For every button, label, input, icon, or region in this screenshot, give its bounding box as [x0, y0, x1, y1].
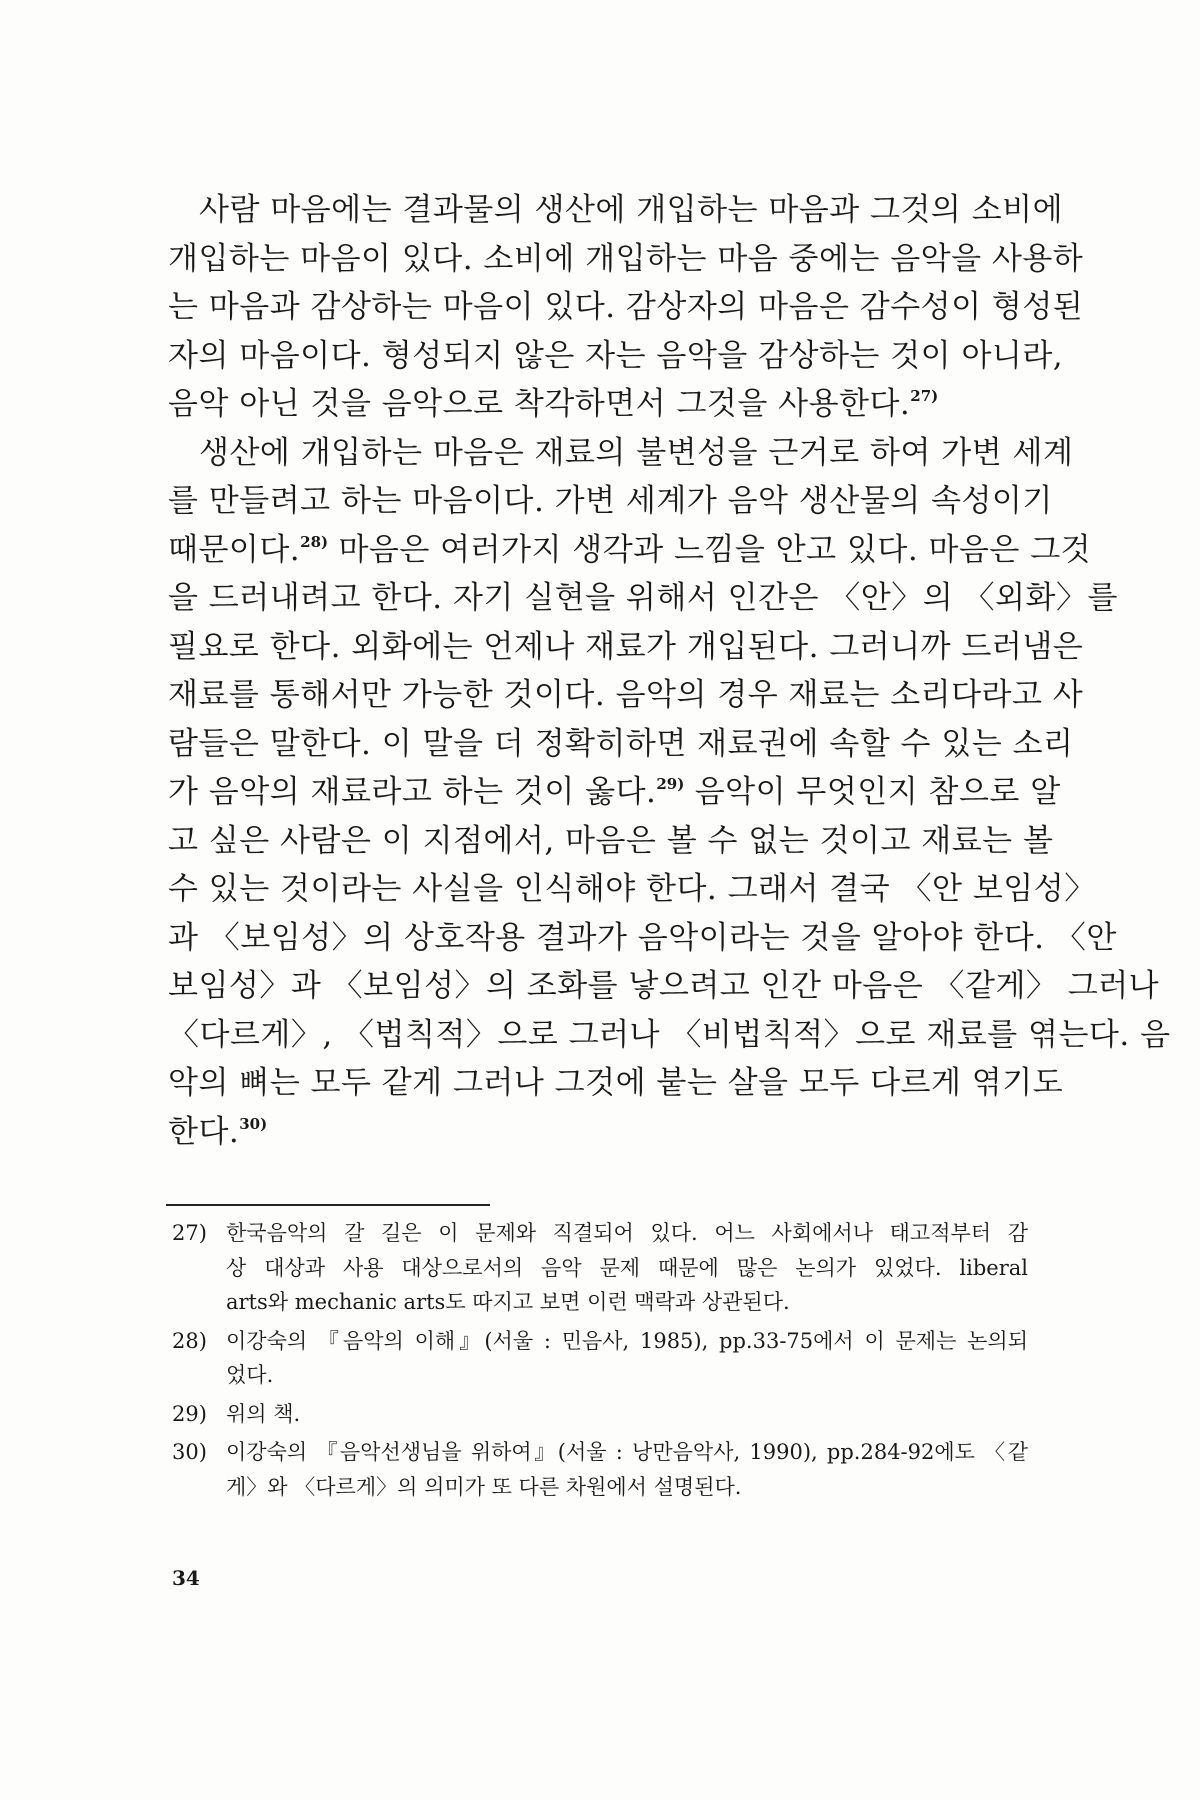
text-line: 〈다르게〉, 〈법칙적〉으로 그러나 〈비법칙적〉으로 재료를 엮는다. 음 [168, 1016, 1171, 1053]
text-line-content: 가 음악의 재료라고 하는 것이 옳다. [168, 774, 657, 810]
footnote-number: 30) [172, 1440, 207, 1464]
text-line: 개입하는 마음이 있다. 소비에 개입하는 마음 중에는 음악을 사용하 [168, 240, 1084, 277]
footnote-ref-30: 30) [239, 1114, 268, 1133]
footnote-line: 게〉와 〈다르게〉의 의미가 또 다른 차원에서 설명된다. [226, 1474, 742, 1499]
footnote-28 [172, 1324, 1028, 1393]
text-line [168, 526, 1092, 575]
text-line: 고 싶은 사람은 이 지점에서, 마음은 볼 수 없는 것이고 재료는 볼 [168, 822, 1054, 859]
footnote-line: 이강숙의 『음악선생님을 위하여』(서울 : 낭만음악사, 1990), pp.284-92에도 〈같 [226, 1440, 1028, 1464]
footnote-ref-29: 29) [656, 775, 685, 793]
text-line: 사람 마음에는 결과물의 생산에 개입하는 마음과 그것의 소비에 [199, 192, 1064, 228]
text-line: 재료를 통해서만 가능한 것이다. 음악의 경우 재료는 소리다라고 사 [168, 677, 1084, 713]
footnote-number: 27) [172, 1221, 207, 1245]
footnote-line: 위의 책. [226, 1401, 301, 1426]
text-line: 람들은 말한다. 이 말을 더 정확히하면 재료권에 속할 수 있는 소리 [168, 725, 1074, 762]
text-line-content: 마음은 여러가지 생각과 느낌을 안고 있다. 마음은 그것 [328, 531, 1092, 568]
footnote-line: 었다. [226, 1363, 274, 1387]
footnote-29 [172, 1397, 1028, 1432]
text-line: 자의 마음이다. 형성되지 않은 자는 음악을 감상하는 것이 아니라, [168, 337, 1064, 374]
text-line: 는 마음과 감상하는 마음이 있다. 감상자의 마음은 감수성이 형성된 [168, 289, 1084, 325]
text-line [168, 768, 1061, 817]
footnotes [172, 1216, 1028, 1508]
text-line: 필요로 한다. 외화에는 언제나 재료가 개입된다. 그러니까 드러냄은 [168, 628, 1084, 665]
paragraph-1 [168, 186, 1084, 429]
footnote-text [226, 1435, 1028, 1504]
text-line: 수 있는 것이라는 사실을 인식해야 한다. 그래서 결국 〈안 보임성〉 [168, 871, 1096, 907]
footnote-number: 29) [172, 1401, 207, 1426]
text-line [168, 380, 1028, 429]
footnote-ref-27: 27) [910, 387, 939, 405]
text-line [168, 1108, 1028, 1157]
footnote-number: 28) [172, 1328, 207, 1353]
footnote-line: 상 대상과 사용 대상으로서의 음악 문제 때문에 많은 논의가 있었다. liberal [226, 1255, 1028, 1280]
main-text [168, 186, 1171, 1156]
footnote-ref-28: 28) [300, 532, 329, 551]
text-line-content: 한다. [168, 1113, 240, 1150]
footnote-text [226, 1397, 1028, 1432]
text-line: 악의 뼈는 모두 같게 그러나 그것에 붙는 살을 모두 다르게 엮기도 [168, 1065, 1064, 1101]
footnote-line: arts와 mechanic arts도 따지고 보면 이런 맥락과 상관된다. [226, 1290, 790, 1314]
footnote-line: 한국음악의 갈 길은 이 문제와 직결되어 있다. 어느 사회에서나 태고적부터 감 [226, 1221, 1028, 1245]
footnote-text [226, 1324, 1028, 1393]
paragraph-2 [168, 429, 1171, 1157]
page-number: 34 [172, 1566, 200, 1590]
footnote-text [226, 1216, 1028, 1320]
text-line-content: 때문이다. [168, 531, 301, 568]
text-line: 생산에 개입하는 마음은 재료의 불변성을 근거로 하여 가변 세계 [199, 434, 1074, 471]
text-line: 보임성〉과 〈보임성〉의 조화를 낳으려고 인간 마음은 〈같게〉 그러나 [168, 968, 1160, 1004]
text-line: 를 만들려고 하는 마음이다. 가변 세계가 음악 생산물의 속성이기 [168, 483, 1053, 519]
footnote-line: 이강숙의 『음악의 이해』(서울 : 민음사, 1985), pp.33-75에서 이 문제는 논의되 [226, 1328, 1028, 1353]
footnote-27 [172, 1216, 1028, 1320]
text-line-content: 음악 아닌 것을 음악으로 착각하면서 그것을 사용한다. [168, 386, 911, 422]
text-line: 을 드러내려고 한다. 자기 실현을 위해서 인간은 〈안〉의 〈외화〉를 [168, 580, 1118, 616]
footnote-divider [166, 1204, 490, 1206]
footnote-30 [172, 1435, 1028, 1504]
text-line: 과 〈보임성〉의 상호작용 결과가 음악이라는 것을 알아야 한다. 〈안 [168, 919, 1117, 956]
text-line-content: 음악이 무엇인지 참으로 알 [684, 774, 1061, 810]
